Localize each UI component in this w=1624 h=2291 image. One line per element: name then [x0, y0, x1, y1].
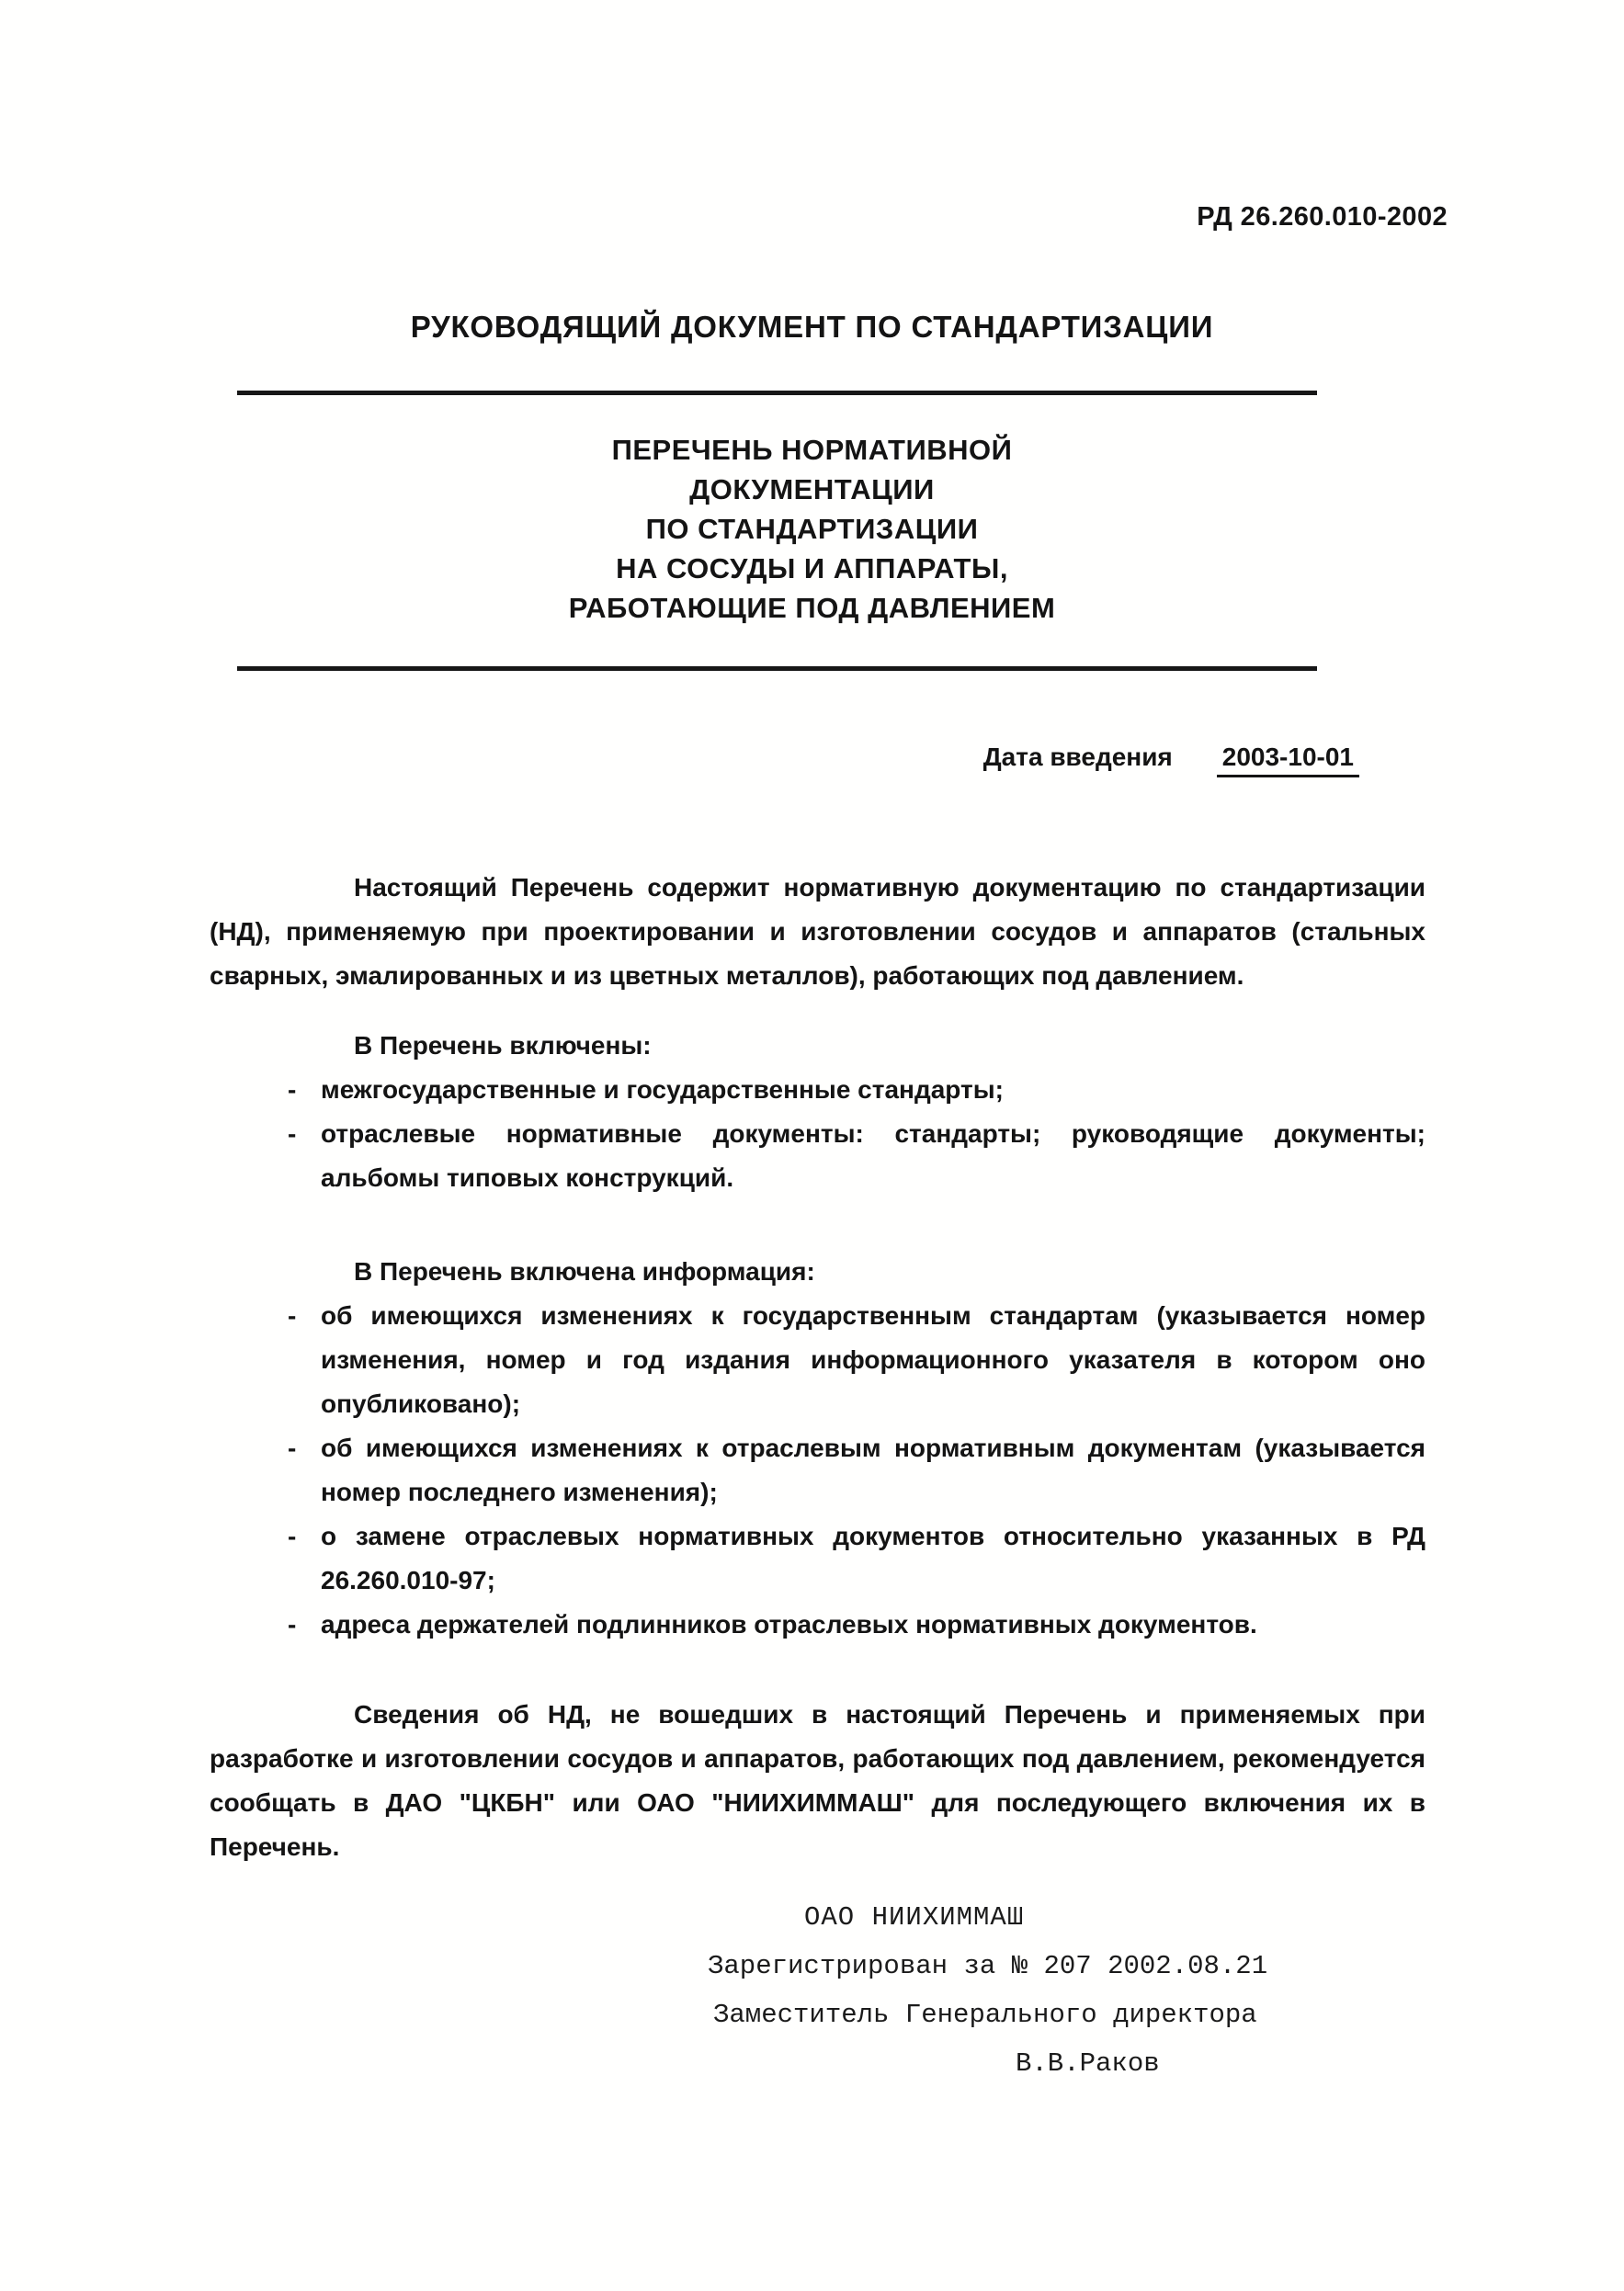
list-item-text: адреса держателей подлинников отраслевых нормативных документов. [321, 1610, 1257, 1639]
list-heading-included: В Перечень включены: [354, 1031, 652, 1060]
list-included [288, 1068, 1425, 1200]
document-body [210, 866, 1425, 1869]
doc-number: РД 26.260.010-2002 [1197, 202, 1448, 232]
paragraph-intro: Настоящий Перечень содержит нормативную документацию по стандартизации (НД), применяемую при проектировании и изготовлении сосудов и аппаратов (стальных сварных, эмалированных и из цветных металлов), работающих под давлением. [210, 873, 1425, 990]
footer-position: Заместитель Генерального директора [713, 2000, 1257, 2030]
document-title [0, 430, 1624, 628]
list-item [288, 1112, 1425, 1200]
list-item [288, 1068, 1425, 1112]
doc-type-title: РУКОВОДЯЩИЙ ДОКУМЕНТ ПО СТАНДАРТИЗАЦИИ [410, 310, 1214, 344]
title-line: ПЕРЕЧЕНЬ НОРМАТИВНОЙ [611, 434, 1013, 466]
bullet-dash: - [288, 1522, 297, 1550]
bullet-dash: - [288, 1434, 297, 1462]
bullet-dash: - [288, 1301, 297, 1330]
divider-bottom [237, 666, 1317, 671]
list-item-text: об имеющихся изменениях к государственным стандартам (указывается номер изменения, номер и год издания информационного указателя в котором оно опубликовано); [321, 1301, 1425, 1418]
paragraph-submission: Сведения об НД, не вошедших в настоящий Перечень и применяемых при разработке и изготовлении сосудов и аппаратов, работающих под давлением, рекомендуется сообщать в ДАО "ЦКБН" или ОАО "НИИХИММАШ" для последующего включения их в Перечень. [210, 1700, 1425, 1861]
bullet-dash: - [288, 1610, 297, 1639]
title-line: РАБОТАЮЩИЕ ПОД ДАВЛЕНИЕМ [568, 592, 1056, 624]
list-item-text: об имеющихся изменениях к отраслевым нормативным документам (указывается номер последнего изменения); [321, 1434, 1425, 1506]
divider-top [237, 391, 1317, 395]
list-item [288, 1514, 1425, 1603]
footer-signature: В.В.Раков [1016, 2048, 1160, 2079]
title-line: ПО СТАНДАРТИЗАЦИИ [645, 513, 979, 545]
footer-registration: Зарегистрирован за № 207 2002.08.21 [708, 1951, 1268, 1981]
registration-block [0, 1893, 1624, 2088]
list-item [288, 1426, 1425, 1514]
list-information [288, 1294, 1425, 1647]
introduction-date-line [0, 743, 1359, 777]
title-line: НА СОСУДЫ И АППАРАТЫ, [616, 552, 1008, 584]
introduction-date-label: Дата введения [982, 743, 1173, 771]
introduction-date-value: 2003-10-01 [1217, 743, 1359, 777]
list-item-text: о замене отраслевых нормативных документов относительно указанных в РД 26.260.010-97; [321, 1522, 1425, 1594]
title-line: ДОКУМЕНТАЦИИ [689, 473, 935, 505]
list-heading-information: В Перечень включена информация: [354, 1257, 815, 1286]
list-item [288, 1603, 1425, 1647]
bullet-dash: - [288, 1075, 297, 1104]
bullet-dash: - [288, 1119, 297, 1148]
footer-organization: ОАО НИИХИММАШ [804, 1902, 1025, 1933]
list-item-text: межгосударственные и государственные стандарты; [321, 1075, 1004, 1104]
list-item [288, 1294, 1425, 1426]
list-item-text: отраслевые нормативные документы: стандарты; руководящие документы; альбомы типовых конструкций. [321, 1119, 1425, 1192]
